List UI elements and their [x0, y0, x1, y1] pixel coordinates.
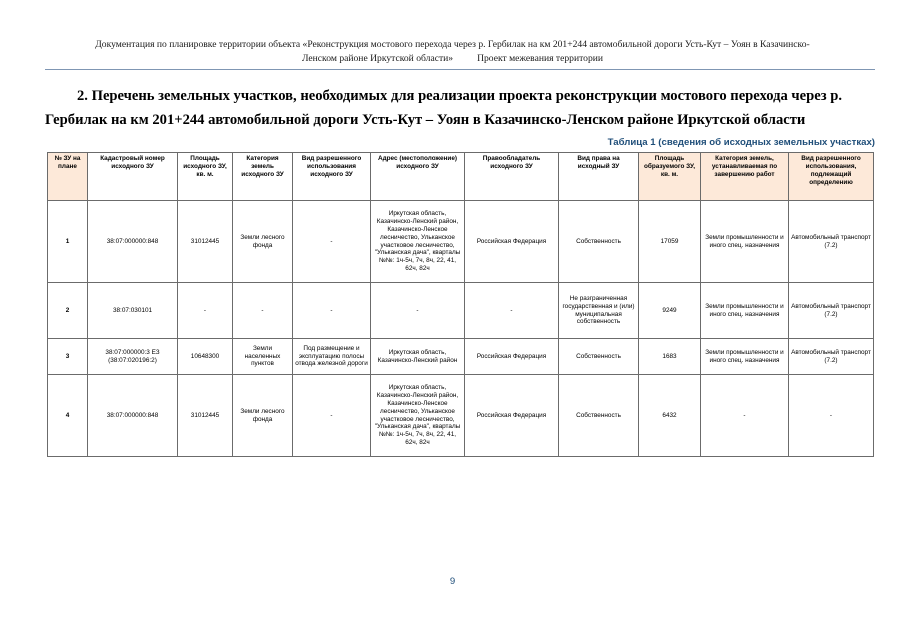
- table-cell: 4: [48, 375, 88, 457]
- table-cell: -: [233, 283, 293, 339]
- table-cell: 38:07:000000:3 ЕЗ (38:07:020196:2): [88, 339, 178, 375]
- table-cell: -: [371, 283, 465, 339]
- table-cell: -: [789, 375, 874, 457]
- table-cell: 9249: [639, 283, 701, 339]
- table-row: [48, 339, 874, 375]
- col-header: Вид разрешенного использования исходного ЗУ: [293, 153, 371, 201]
- table-cell: 17059: [639, 201, 701, 283]
- col-header: Кадастровый номер исходного ЗУ: [88, 153, 178, 201]
- col-header: Правообладатель исходного ЗУ: [465, 153, 559, 201]
- page-number: 9: [449, 576, 456, 587]
- header-line-2: Ленском районе Иркутской области» Проект межевания территории: [301, 53, 604, 64]
- table-cell: -: [293, 201, 371, 283]
- col-header: № ЗУ на плане: [48, 153, 88, 201]
- col-header: Категория земель исходного ЗУ: [233, 153, 293, 201]
- table-cell: 38:07:000000:848: [88, 201, 178, 283]
- table-cell: Иркутская область, Казачинско-Ленский район, Казачинско-Ленское лесничество, Ульканское участковое лесничество, "Ульканская дача", кварталы №№: 1ч-5ч, 7ч, 8ч, 22, 41, 62ч, 82ч: [371, 201, 465, 283]
- table-cell: Собственность: [559, 339, 639, 375]
- table-cell: Автомобильный транспорт (7.2): [789, 201, 874, 283]
- table-cell: Не разграниченная государственная и (или) муниципальная собственность: [559, 283, 639, 339]
- table-cell: Автомобильный транспорт (7.2): [789, 283, 874, 339]
- table-cell: -: [293, 283, 371, 339]
- table-cell: Иркутская область, Казачинско-Ленский район: [371, 339, 465, 375]
- table-cell: 2: [48, 283, 88, 339]
- table-cell: 31012445: [178, 375, 233, 457]
- table-cell: -: [701, 375, 789, 457]
- table-cell: Земли промышленности и иного спец. назначения: [701, 339, 789, 375]
- table-cell: -: [178, 283, 233, 339]
- table-row: [48, 375, 874, 457]
- table-cell: 38:07:000000:848: [88, 375, 178, 457]
- table-cell: 38:07:030101: [88, 283, 178, 339]
- table-caption: Таблица 1 (сведения об исходных земельных участках): [607, 137, 875, 148]
- table-cell: -: [465, 283, 559, 339]
- table-cell: Российская Федерация: [465, 375, 559, 457]
- col-header: Площадь образуемого ЗУ, кв. м.: [639, 153, 701, 201]
- table-cell: Под размещение и эксплуатацию полосы отвода железной дороги: [293, 339, 371, 375]
- table-row: [48, 283, 874, 339]
- col-header: Адрес (местоположение) исходного ЗУ: [371, 153, 465, 201]
- table-cell: Автомобильный транспорт (7.2): [789, 339, 874, 375]
- table-cell: 6432: [639, 375, 701, 457]
- table-cell: Земли промышленности и иного спец. назначения: [701, 283, 789, 339]
- table-cell: 3: [48, 339, 88, 375]
- col-header: Вид права на исходный ЗУ: [559, 153, 639, 201]
- col-header: Площадь исходного ЗУ, кв. м.: [178, 153, 233, 201]
- col-header: Категория земель, устанавливаемая по завершению работ: [701, 153, 789, 201]
- table-row: [48, 201, 874, 283]
- table-header-row: [48, 153, 874, 201]
- table-cell: Земли промышленности и иного спец. назначения: [701, 201, 789, 283]
- table-cell: 10648300: [178, 339, 233, 375]
- table-cell: Собственность: [559, 201, 639, 283]
- col-header: Вид разрешенного использования, подлежащий определению: [789, 153, 874, 201]
- table-cell: Российская Федерация: [465, 201, 559, 283]
- table-cell: Земли лесного фонда: [233, 201, 293, 283]
- table-cell: 31012445: [178, 201, 233, 283]
- table-cell: Иркутская область, Казачинско-Ленский район, Казачинско-Ленское лесничество, Ульканское участковое лесничество, "Ульканская дача", кварталы №№: 1ч-5ч, 7ч, 8ч, 22, 41, 62ч, 82ч: [371, 375, 465, 457]
- section-heading: 2. Перечень земельных участков, необходимых для реализации проекта реконструкции мостового перехода через р. Гербилак на км 201+244 автомобильной дороги Усть-Кут – Уоян в Казачинско-Ленском районе Иркутской области: [45, 88, 842, 128]
- table-cell: Собственность: [559, 375, 639, 457]
- table-cell: 1: [48, 201, 88, 283]
- document-header: [40, 38, 865, 66]
- table-cell: 1683: [639, 339, 701, 375]
- header-divider: [45, 69, 875, 70]
- table-cell: Земли населенных пунктов: [233, 339, 293, 375]
- table-cell: Земли лесного фонда: [233, 375, 293, 457]
- land-plots-table: [47, 152, 874, 457]
- table-cell: Российская Федерация: [465, 339, 559, 375]
- header-line-1: Документация по планировке территории объекта «Реконструкция мостового перехода через р. Гербилак на км 201+244 автомобильной дороги Усть-Кут – Уоян в Казачинско-: [95, 39, 810, 50]
- table-cell: -: [293, 375, 371, 457]
